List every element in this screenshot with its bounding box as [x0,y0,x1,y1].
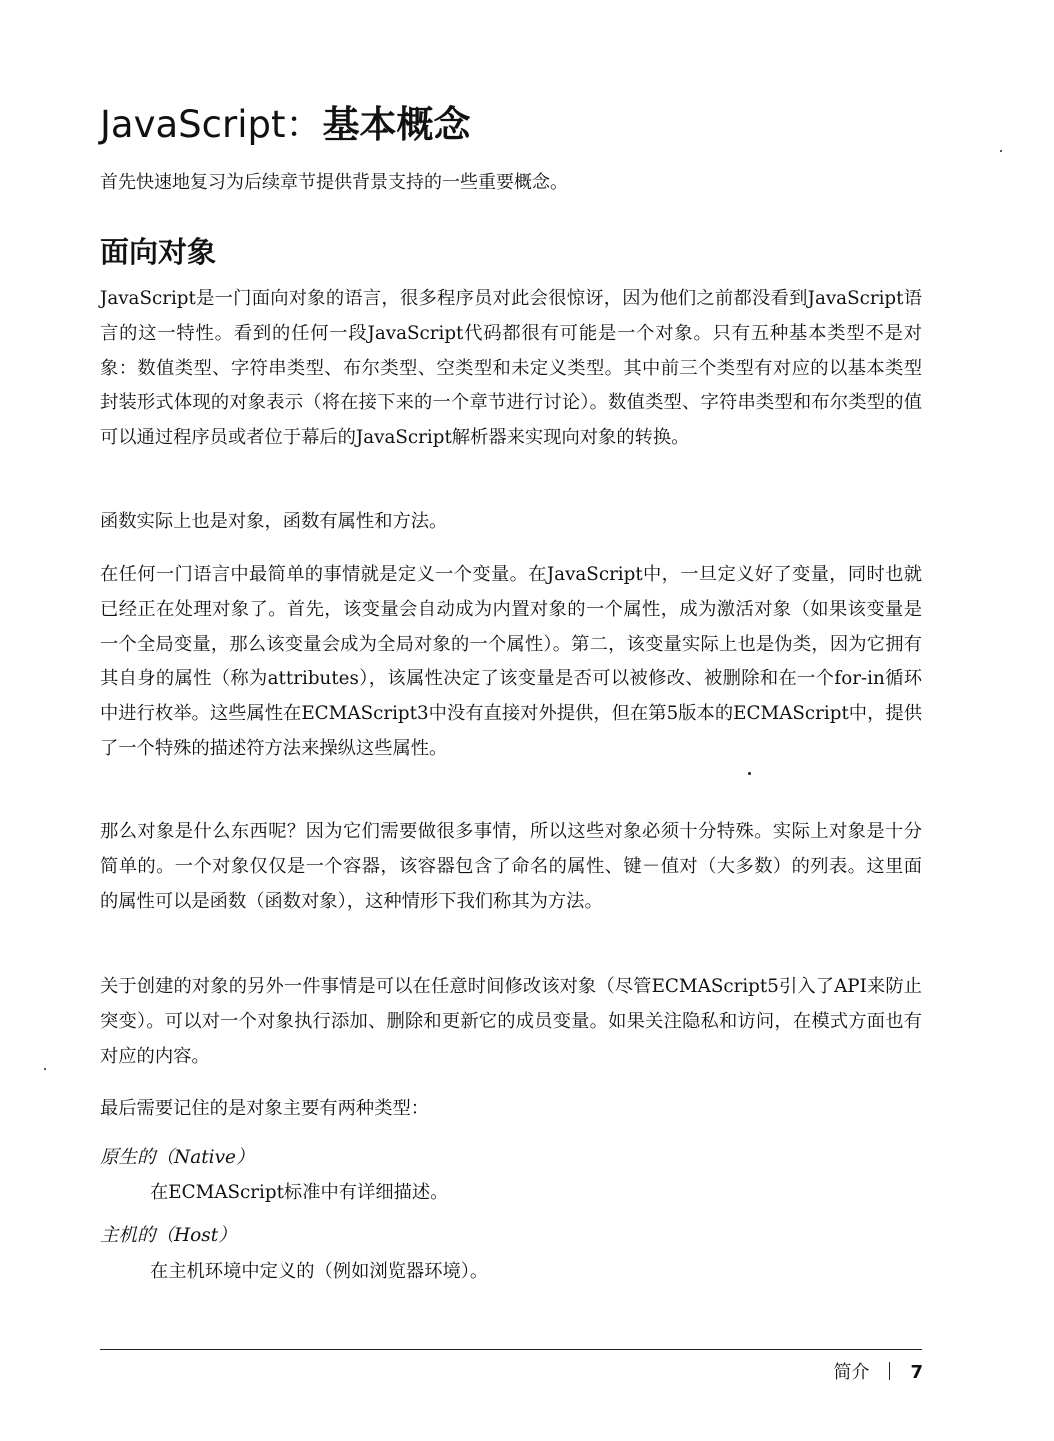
intro-text: 首先快速地复习为后续章节提供背景支持的一些重要概念。 [100,172,568,193]
paragraph-5: 关于创建的对象的另外一件事情是可以在任意时间修改该对象（尽管ECMAScript5引入了API来防止突变）。可以对一个对象执行添加、删除和更新它的成员变量。如果关注隐私和访问，在模式方面也有对应的内容。 [100,976,922,1067]
page-number: 7 [910,1362,923,1383]
scan-speck [44,1068,46,1070]
section-heading: 面向对象 [100,235,217,269]
footer-chapter: 简介 [833,1362,870,1383]
page-title-latin: JavaScript： [100,103,323,146]
footer-rule [100,1349,922,1350]
footer-separator [889,1362,890,1380]
term-host: 主机的（Host） [100,1225,237,1246]
page-title-cjk: 基本概念 [322,103,471,146]
paragraph-1: JavaScript是一门面向对象的语言，很多程序员对此会很惊讶，因为他们之前都没看到JavaScript语言的这一特性。看到的任何一段JavaScript代码都很有可能是一个对象。只有五种基本类型不是对象：数值类型、字符串类型、布尔类型、空类型和未定义类型。其中前三个类型有对应的以基本类型封装形式体现的对象表示（将在接下来的一个章节进行讨论）。数值类型、字符串类型和布尔类型的值可以通过程序员或者位于幕后的JavaScript解析器来实现向对象的转换。 [100,288,922,449]
term-native: 原生的（Native） [100,1147,255,1168]
paragraph-3: 在任何一门语言中最简单的事情就是定义一个变量。在JavaScript中，一旦定义好了变量，同时也就已经正在处理对象了。首先，该变量会自动成为内置对象的一个属性，成为激活对象（如果该变量是一个全局变量，那么该变量会成为全局对象的一个属性）。第二，该变量实际上也是伪类，因为它拥有其自身的属性（称为attributes），该属性决定了该变量是否可以被修改、被删除和在一个for-in循环中进行枚举。这些属性在ECMAScript3中没有直接对外提供，但在第5版本的ECMAScript中，提供了一个特殊的描述符方法来操纵这些属性。 [100,564,922,759]
scan-speck [748,772,751,775]
page-footer [833,1359,923,1387]
paragraph-2: 函数实际上也是对象，函数有属性和方法。 [100,511,448,532]
page-title [100,100,470,150]
paragraph-6: 最后需要记住的是对象主要有两种类型： [100,1098,430,1119]
scan-speck [1000,150,1002,152]
definition-native: 在ECMAScript标准中有详细描述。 [150,1182,449,1203]
definition-host: 在主机环境中定义的（例如浏览器环境）。 [150,1261,489,1282]
paragraph-4: 那么对象是什么东西呢？因为它们需要做很多事情，所以这些对象必须十分特殊。实际上对象是十分简单的。一个对象仅仅是一个容器，该容器包含了命名的属性、键－值对（大多数）的列表。这里面的属性可以是函数（函数对象），这种情形下我们称其为方法。 [100,821,922,912]
